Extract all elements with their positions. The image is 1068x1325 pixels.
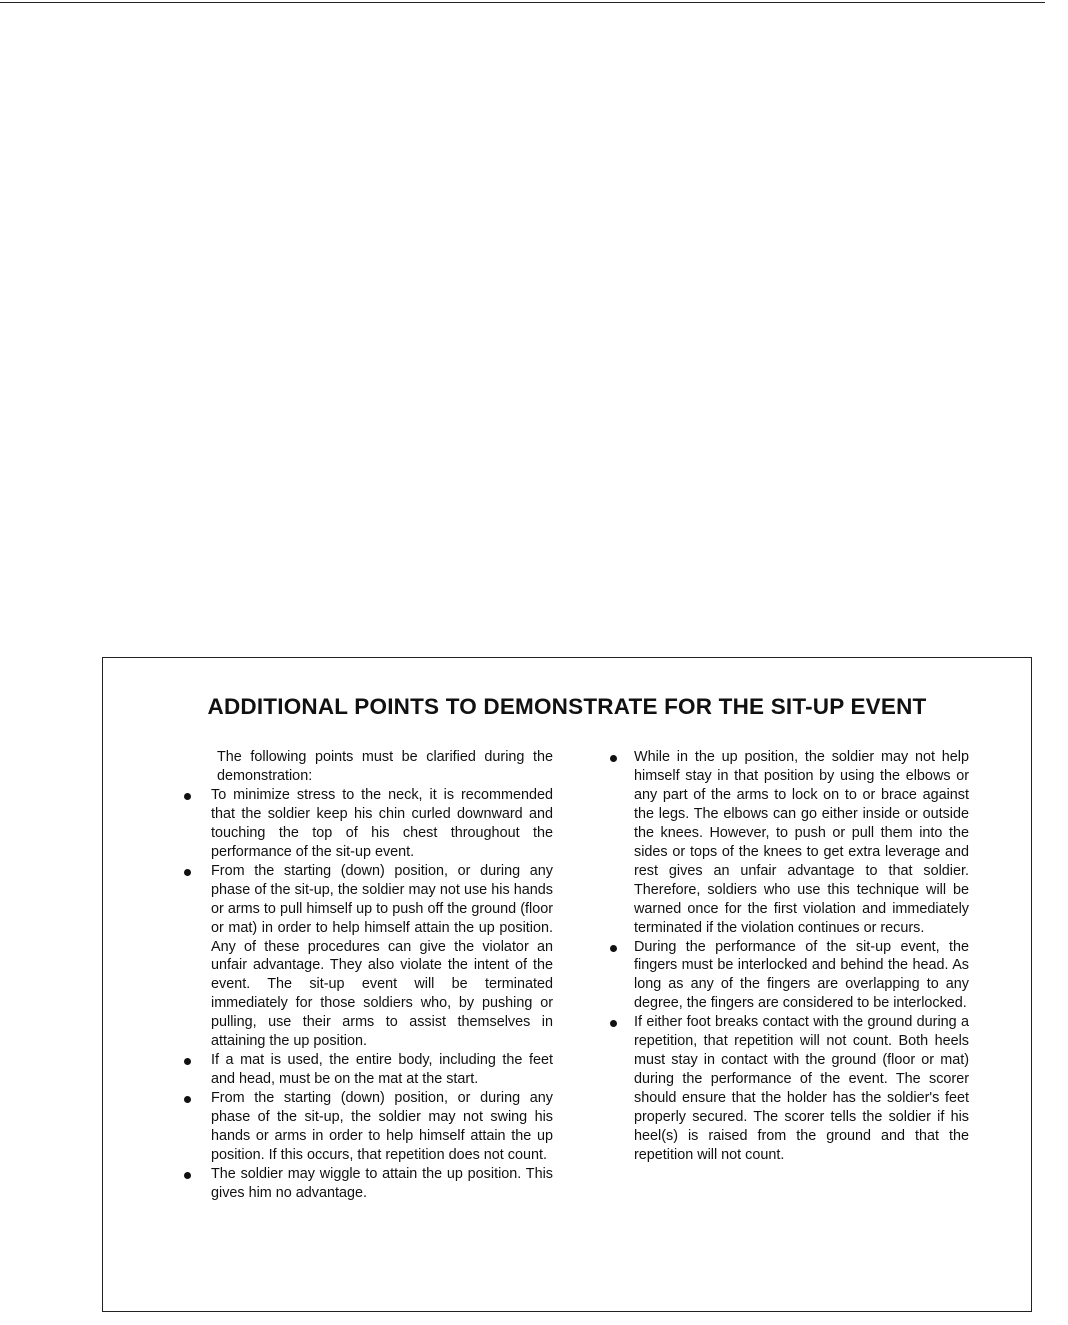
intro-text: The following points must be clarified during the demonstration:	[217, 749, 553, 784]
sit-up-points-box	[102, 657, 1032, 1312]
list-item-text: To minimize stress to the neck, it is recommended that the soldier keep his chin curled downward and touching the top of his chest throughout the performance of the sit-up event.	[211, 786, 553, 860]
right-column	[603, 748, 969, 1165]
bullet-icon	[610, 945, 617, 952]
bullet-icon	[184, 793, 191, 800]
bullet-icon	[184, 1096, 191, 1103]
bullet-icon	[184, 1172, 191, 1179]
list-item	[175, 1051, 553, 1089]
list-item	[603, 748, 969, 938]
bullet-icon	[184, 1058, 191, 1065]
page-top-rule	[0, 2, 1045, 3]
list-item	[175, 786, 553, 862]
bullet-icon	[610, 755, 617, 762]
list-item	[175, 862, 553, 1052]
section-title: ADDITIONAL POINTS TO DEMONSTRATE FOR THE SIT-UP EVENT	[207, 694, 927, 719]
list-item	[175, 1089, 553, 1165]
list-item-text: If a mat is used, the entire body, including the feet and head, must be on the mat at the start.	[211, 1052, 553, 1088]
list-item-text: While in the up position, the soldier may not help himself stay in that position by using the elbows or any part of the arms to lock on to or brace against the legs. The elbows can go either inside or outside the knees. However, to push or pull them into the sides or tops of the knees to get extra leverage and rest gives an unfair advantage to that soldier. Therefore, soldiers who use this technique will be warned once for the first violation and immediately terminated if the violation continues or recurs.	[634, 749, 969, 936]
bullet-icon	[610, 1020, 617, 1027]
list-item-text: From the starting (down) position, or during any phase of the sit-up, the soldier may not use his hands or arms to pull himself up to push off the ground (floor or mat) in order to help himself attain the up position. Any of these procedures can give the violator an unfair advantage. They also violate the intent of the event. The sit-up event will be terminated immediately for those soldiers who, by pushing or pulling, use their arms to assist themselves in attaining the up position.	[211, 862, 553, 1050]
list-item-text: During the performance of the sit-up event, the fingers must be interlocked and behind the head. As long as any of the fingers are overlapping to any degree, the fingers are considered to be interlocked.	[634, 938, 969, 1012]
list-item	[175, 1165, 553, 1203]
bullet-icon	[184, 869, 191, 876]
list-item	[603, 1013, 969, 1165]
left-column	[175, 748, 553, 1203]
list-item-text: If either foot breaks contact with the ground during a repetition, that repetition will not count. Both heels must stay in contact with the ground (floor or mat) during the performance of the event. The scorer should ensure that the holder has the soldier's feet properly secured. The scorer tells the soldier if his heel(s) is raised from the ground and that the repetition will not count.	[634, 1014, 969, 1164]
list-item-text: The soldier may wiggle to attain the up position. This gives him no advantage.	[211, 1165, 553, 1201]
list-item-text: From the starting (down) position, or during any phase of the sit-up, the soldier may not swing his hands or arms in order to help himself attain the up position. If this occurs, that repetition does not count.	[211, 1090, 553, 1164]
list-item	[603, 938, 969, 1014]
